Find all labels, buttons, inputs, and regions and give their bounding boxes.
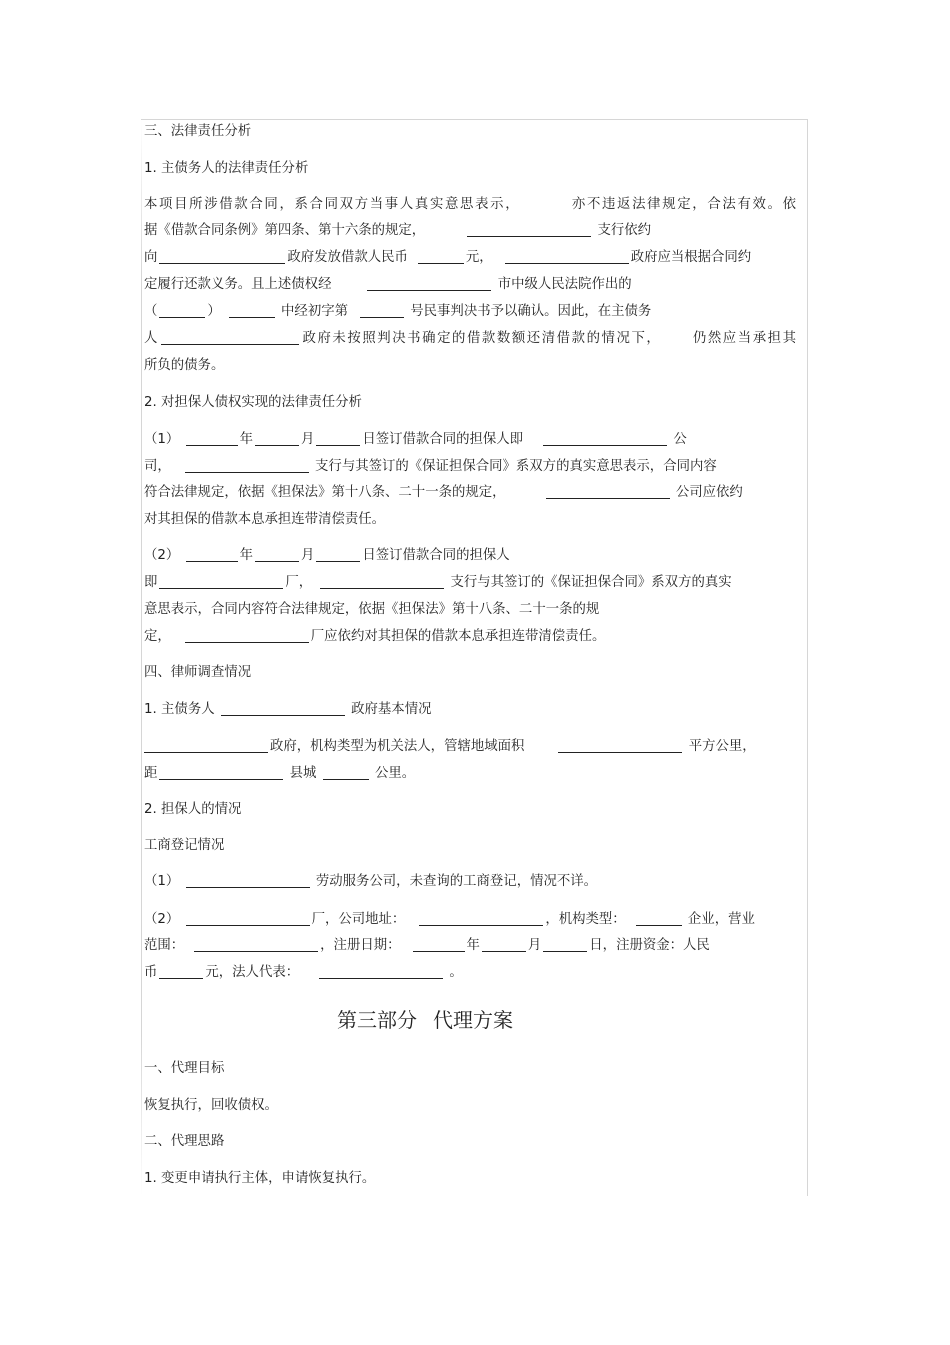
- blank-field[interactable]: [316, 431, 360, 446]
- blank-field[interactable]: [185, 458, 309, 473]
- paragraph-line: 即 厂， 支行与其签订的《保证担保合同》系双方的真实: [144, 575, 732, 590]
- blank-field[interactable]: [144, 738, 268, 753]
- blank-field[interactable]: [194, 937, 318, 952]
- paragraph-line: 范围： ，注册日期： 年 月 日，注册资金：人民: [144, 938, 710, 953]
- blank-field[interactable]: [558, 738, 682, 753]
- paragraph-line: 1. 变更申请执行主体，申请恢复执行。: [144, 1171, 376, 1186]
- blank-field[interactable]: [186, 431, 238, 446]
- blank-field[interactable]: [505, 249, 629, 264]
- paragraph-line: （ ） 中经初字第 号民事判决书予以确认。因此，在主债务: [144, 304, 652, 319]
- paragraph-line: 对其担保的借款本息承担连带清偿责任。: [144, 512, 386, 527]
- paragraph-line: 符合法律规定，依据《担保法》第十八条、二十一条的规定， 公司应依约: [144, 485, 743, 500]
- blank-field[interactable]: [159, 964, 203, 979]
- blank-field[interactable]: [159, 574, 283, 589]
- part-title: 第三部分 代理方案: [337, 1008, 513, 1032]
- paragraph-line: 距 县城 公里。: [144, 766, 416, 781]
- blank-field[interactable]: [543, 431, 667, 446]
- blank-field[interactable]: [221, 701, 345, 716]
- section-heading: 四、律师调查情况: [144, 665, 252, 680]
- paragraph-line: （2） 年 月 日签订借款合同的担保人: [144, 548, 510, 563]
- blank-field[interactable]: [482, 937, 526, 952]
- paragraph-line: （1） 劳动服务公司，未查询的工商登记，情况不详。: [144, 874, 598, 889]
- paragraph-line: （2） 厂，公司地址： ，机构类型： 企业，营业: [144, 912, 755, 927]
- subsection-heading: 2. 对担保人债权实现的法律责任分析: [144, 395, 362, 410]
- paragraph-line: 据《借款合同条例》第四条、第十六条的规定， 支行依约: [144, 223, 652, 238]
- blank-field[interactable]: [159, 303, 205, 318]
- blank-field[interactable]: [161, 330, 299, 345]
- paragraph-line: 工商登记情况: [144, 838, 225, 853]
- paragraph-line: 政府，机构类型为机关法人，管辖地域面积 平方公里，: [144, 738, 756, 756]
- paragraph-line: 定履行还款义务。且上述债权经 市中级人民法院作出的: [144, 277, 632, 292]
- paragraph-line: 向 政府发放借款人民币 元， 政府应当根据合同约: [144, 250, 752, 265]
- blank-field[interactable]: [185, 628, 309, 643]
- paragraph-line: 意思表示，合同内容符合法律规定，依据《担保法》第十八条、二十一条的规: [144, 602, 600, 617]
- paragraph-line: 所负的债务。: [144, 358, 225, 373]
- blank-field[interactable]: [186, 873, 310, 888]
- paragraph-line: 司， 支行与其签订的《保证担保合同》系双方的真实意思表示，合同内容: [144, 459, 717, 474]
- blank-field[interactable]: [255, 431, 299, 446]
- blank-field[interactable]: [636, 911, 682, 926]
- subsection-heading: 1. 主债务人 政府基本情况: [144, 702, 432, 717]
- paragraph-line: 恢复执行，回收债权。: [144, 1098, 278, 1113]
- blank-field[interactable]: [360, 303, 404, 318]
- section-heading: 三、法律责任分析: [144, 124, 252, 139]
- blank-field[interactable]: [413, 937, 465, 952]
- blank-field[interactable]: [319, 964, 443, 979]
- paragraph-line: 本项目所涉借款合同，系合同双方当事人真实意思表示， 亦不违返法律规定，合法有效。依: [144, 197, 796, 212]
- blank-field[interactable]: [546, 484, 670, 499]
- blank-field[interactable]: [159, 249, 285, 264]
- blank-field[interactable]: [320, 574, 444, 589]
- blank-field[interactable]: [316, 547, 360, 562]
- section-heading: 二、代理思路: [144, 1134, 225, 1149]
- blank-field[interactable]: [255, 547, 299, 562]
- blank-field[interactable]: [367, 276, 491, 291]
- paragraph-line: 币 元，法人代表： 。: [144, 965, 463, 980]
- blank-field[interactable]: [186, 911, 310, 926]
- blank-field[interactable]: [467, 222, 591, 237]
- subsection-heading: 1. 主债务人的法律责任分析: [144, 161, 309, 176]
- section-heading: 一、代理目标: [144, 1061, 225, 1076]
- subsection-heading: 2. 担保人的情况: [144, 802, 242, 817]
- paragraph-line: （1） 年 月 日签订借款合同的担保人即 公: [144, 432, 687, 447]
- blank-field[interactable]: [159, 765, 283, 780]
- blank-field[interactable]: [418, 249, 464, 264]
- blank-field[interactable]: [419, 911, 543, 926]
- paragraph-line: 定， 厂应依约对其担保的借款本息承担连带清偿责任。: [144, 629, 606, 644]
- blank-field[interactable]: [186, 547, 238, 562]
- blank-field[interactable]: [543, 937, 587, 952]
- paragraph-line: 人 政府未按照判决书确定的借款数额还清借款的情况下， 仍然应当承担其: [144, 331, 797, 346]
- blank-field[interactable]: [323, 765, 369, 780]
- blank-field[interactable]: [229, 303, 275, 318]
